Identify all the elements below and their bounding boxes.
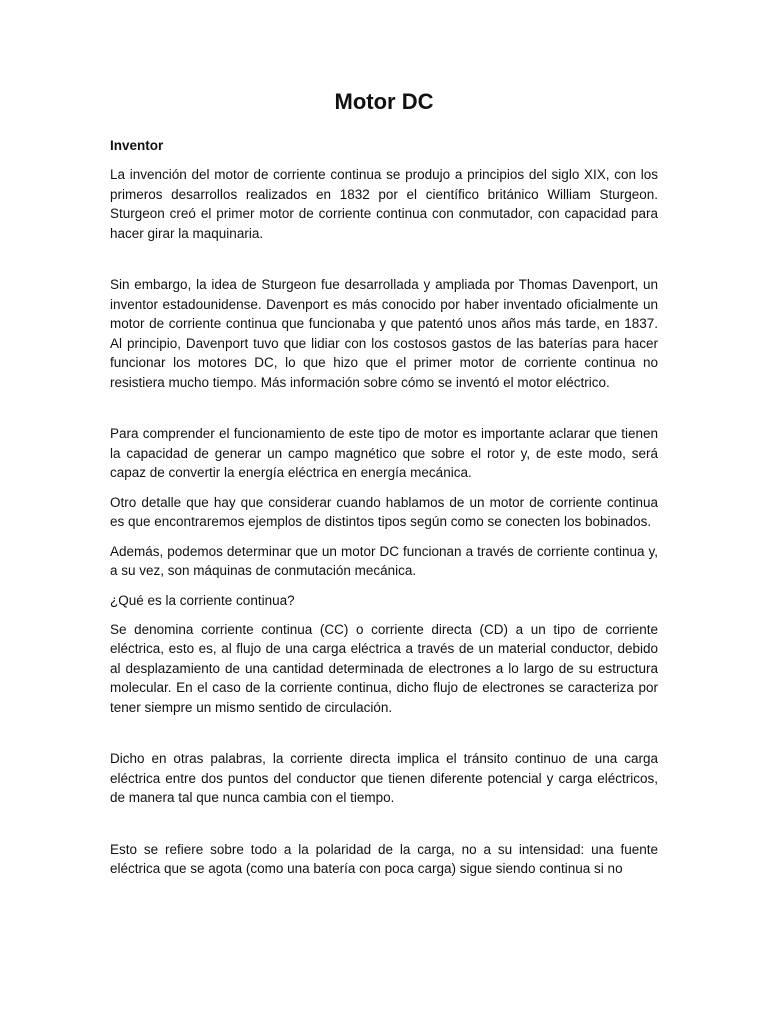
paragraph-windings: Otro detalle que hay que considerar cuando hablamos de un motor de corriente continua es que encontraremos ejemplos de distintos tipos según como se conecten los bobinados. [110,494,658,529]
question-direct-current: ¿Qué es la corriente continua? [110,592,295,608]
paragraph-functioning: Para comprender el funcionamiento de este tipo de motor es importante aclarar que tienen la capacidad de generar un campo magnético que sobre el rotor y, de este modo, será capaz de convertir la energía eléctrica en energía mecánica. [110,426,658,480]
paragraph-commutation: Además, podemos determinar que un motor DC funcionan a través de corriente continua y, a su vez, son máquinas de conmutación mecánica. [110,543,658,578]
document-title: Motor DC [334,89,434,114]
paragraph-other-words: Dicho en otras palabras, la corriente directa implica el tránsito continuo de una carga eléctrica entre dos puntos del conductor que tienen diferente potencial y carga eléctricos, de manera tal que nunca cambia con el tiempo. [110,751,658,805]
paragraph-davenport: Sin embargo, la idea de Sturgeon fue desarrollada y ampliada por Thomas Davenport, un inventor estadounidense. Davenport es más conocido por haber inventado oficialmente un motor de corriente continua que funcionaba y que patentó unos años más tarde, en 1837. Al principio, Davenport tuvo que lidiar con los costosos gastos de las baterías para hacer funcionar los motores DC, lo que hizo que el primer motor de corriente continua no resistiera mucho tiempo. Más información sobre cómo se inventó el motor eléctrico. [110,277,658,390]
paragraph-polarity: Esto se refiere sobre todo a la polaridad de la carga, no a su intensidad: una fuente eléctrica que se agota (como una batería con poca carga) sigue siendo continua si no [110,841,658,876]
paragraph-invention: La invención del motor de corriente continua se produjo a principios del siglo XIX, con los primeros desarrollos realizados en 1832 por el científico británico William Sturgeon. Sturgeon creó el primer motor de corriente continua con conmutador, con capacidad para hacer girar la maquinaria. [110,167,658,241]
section-heading-inventor: Inventor [110,138,164,153]
paragraph-definition: Se denomina corriente continua (CC) o corriente directa (CD) a un tipo de corriente eléctrica, esto es, al flujo de una carga eléctrica a través de un material conductor, debido al desplazamiento de una cantidad determinada de electrones a lo largo de su estructura molecular. En el caso de la corriente continua, dicho flujo de electrones se caracteriza por tener siempre un mismo sentido de circulación. [110,621,658,715]
document-body [110,88,658,889]
